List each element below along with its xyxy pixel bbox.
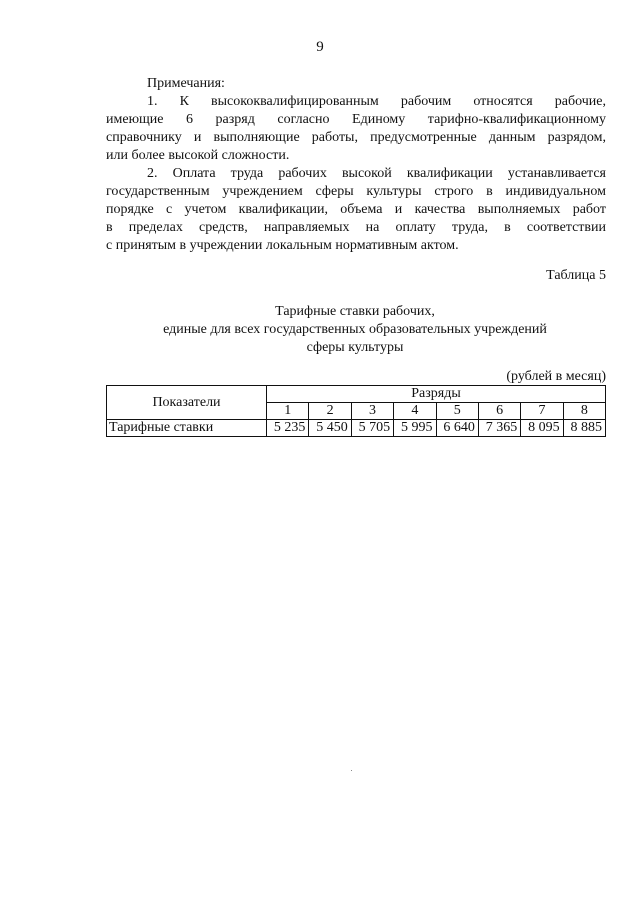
note2-line3: порядке с учетом квалификации, объема и качества выполняемых работ (106, 202, 606, 217)
grade-cell: 5 (436, 403, 478, 420)
grade-cell: 8 (563, 403, 605, 420)
note2-line1: 2. Оплата труда рабочих высокой квалификации устанавливается (147, 166, 606, 181)
table-row (107, 420, 606, 437)
grade-cell: 6 (478, 403, 520, 420)
note2-line4: в пределах средств, направляемых на оплату труда, в соответствии (106, 220, 606, 235)
note2-line2: государственным учреждением сферы культуры строго в индивидуальном (106, 184, 606, 199)
rate-cell: 5 995 (394, 420, 436, 437)
header-grades: Разряды (267, 386, 606, 403)
rate-cell: 5 450 (309, 420, 351, 437)
grade-cell: 3 (351, 403, 393, 420)
units-label: (рублей в месяц) (506, 369, 606, 384)
rate-cell: 5 705 (351, 420, 393, 437)
table-header-row (107, 386, 606, 403)
header-indicator: Показатели (107, 386, 267, 420)
rate-cell: 5 235 (267, 420, 309, 437)
rate-cell: 8 885 (563, 420, 605, 437)
note1-line2: имеющие 6 разряд согласно Единому тарифно-квалификационному (106, 112, 606, 127)
tariff-table (106, 385, 606, 437)
note1-line3: справочнику и выполняющие работы, предусмотренные данным разрядом, (106, 130, 606, 145)
row-label: Тарифные ставки (107, 420, 267, 437)
rate-cell: 8 095 (521, 420, 563, 437)
notes-title: Примечания: (147, 76, 225, 91)
grade-cell: 1 (267, 403, 309, 420)
grade-cell: 4 (394, 403, 436, 420)
note1-line4: или более высокой сложности. (106, 148, 290, 163)
rate-cell: 7 365 (478, 420, 520, 437)
table-label: Таблица 5 (546, 268, 606, 283)
note1-line1: 1. К высококвалифицированным рабочим относятся рабочие, (147, 94, 606, 109)
rate-cell: 6 640 (436, 420, 478, 437)
grade-cell: 7 (521, 403, 563, 420)
scan-speck (351, 770, 352, 771)
caption-line3: сферы культуры (306, 340, 404, 355)
note2-line5: с принятым в учреждении локальным нормативным актом. (106, 238, 459, 253)
caption-line2: единые для всех государственных образовательных учреждений (163, 322, 547, 337)
caption-line1: Тарифные ставки рабочих, (275, 304, 435, 319)
page-number: 9 (316, 39, 324, 55)
grade-cell: 2 (309, 403, 351, 420)
